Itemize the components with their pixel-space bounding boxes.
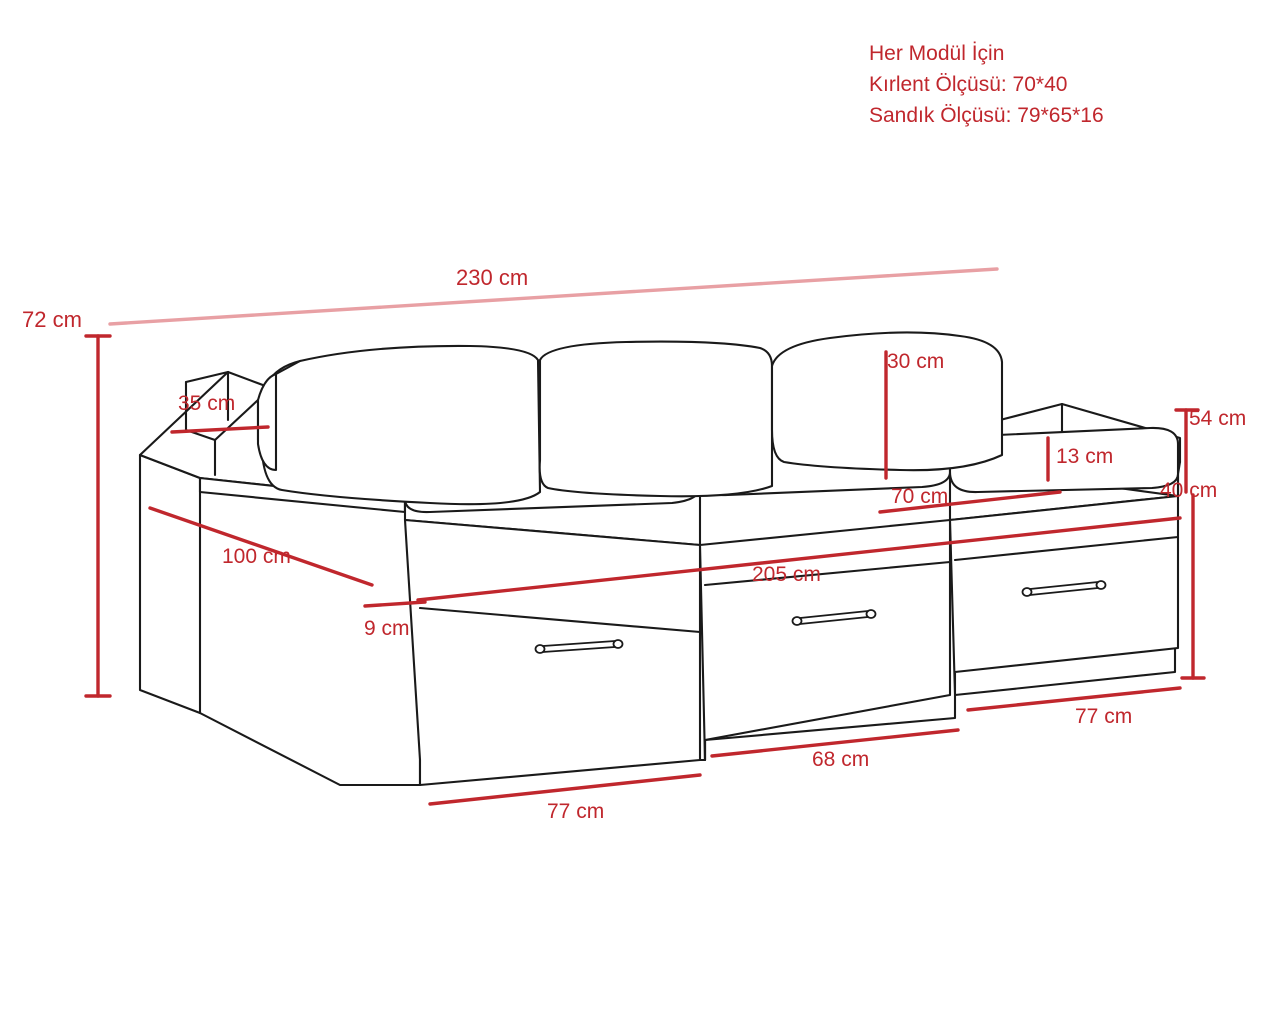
- dimension-label-module-width-center: 68 cm: [812, 748, 870, 771]
- note-block: [869, 38, 1104, 131]
- dimension-label-module-width-left: 77 cm: [547, 800, 605, 823]
- dimension-label-side-depth: 100 cm: [222, 545, 291, 568]
- drawer-left-front: [405, 520, 700, 785]
- back-cushion-center: [540, 342, 772, 497]
- dimension-label-base-height: 9 cm: [364, 617, 410, 640]
- dimension-label-pillow-height: 30 cm: [887, 350, 945, 373]
- note-line-3: Sandık Ölçüsü: 79*65*16: [869, 104, 1104, 127]
- dimension-label-arm-thickness: 13 cm: [1056, 445, 1114, 468]
- left-arm-outer-face: [140, 455, 200, 713]
- dimension-label-total-width: 230 cm: [456, 265, 529, 290]
- dimension-label-seat-span: 205 cm: [752, 563, 821, 586]
- dimension-label-arm-height: 54 cm: [1189, 407, 1247, 430]
- note-line-2: Kırlent Ölçüsü: 70*40: [869, 73, 1068, 96]
- base-front-left: [200, 713, 420, 785]
- back-cushion-left: [261, 346, 540, 504]
- dim-line-230: [110, 269, 997, 324]
- dimension-label-module-depth-right: 77 cm: [1075, 705, 1133, 728]
- note-line-1: Her Modül İçin: [869, 42, 1005, 65]
- dimension-label-backrest-height: 35 cm: [178, 392, 236, 415]
- dimension-label-seat-height: 40 cm: [1160, 479, 1218, 502]
- dimension-label-module-seat-width: 70 cm: [891, 485, 949, 508]
- dimension-label-total-height: 72 cm: [22, 307, 82, 332]
- drawer-right-front: [950, 496, 1178, 695]
